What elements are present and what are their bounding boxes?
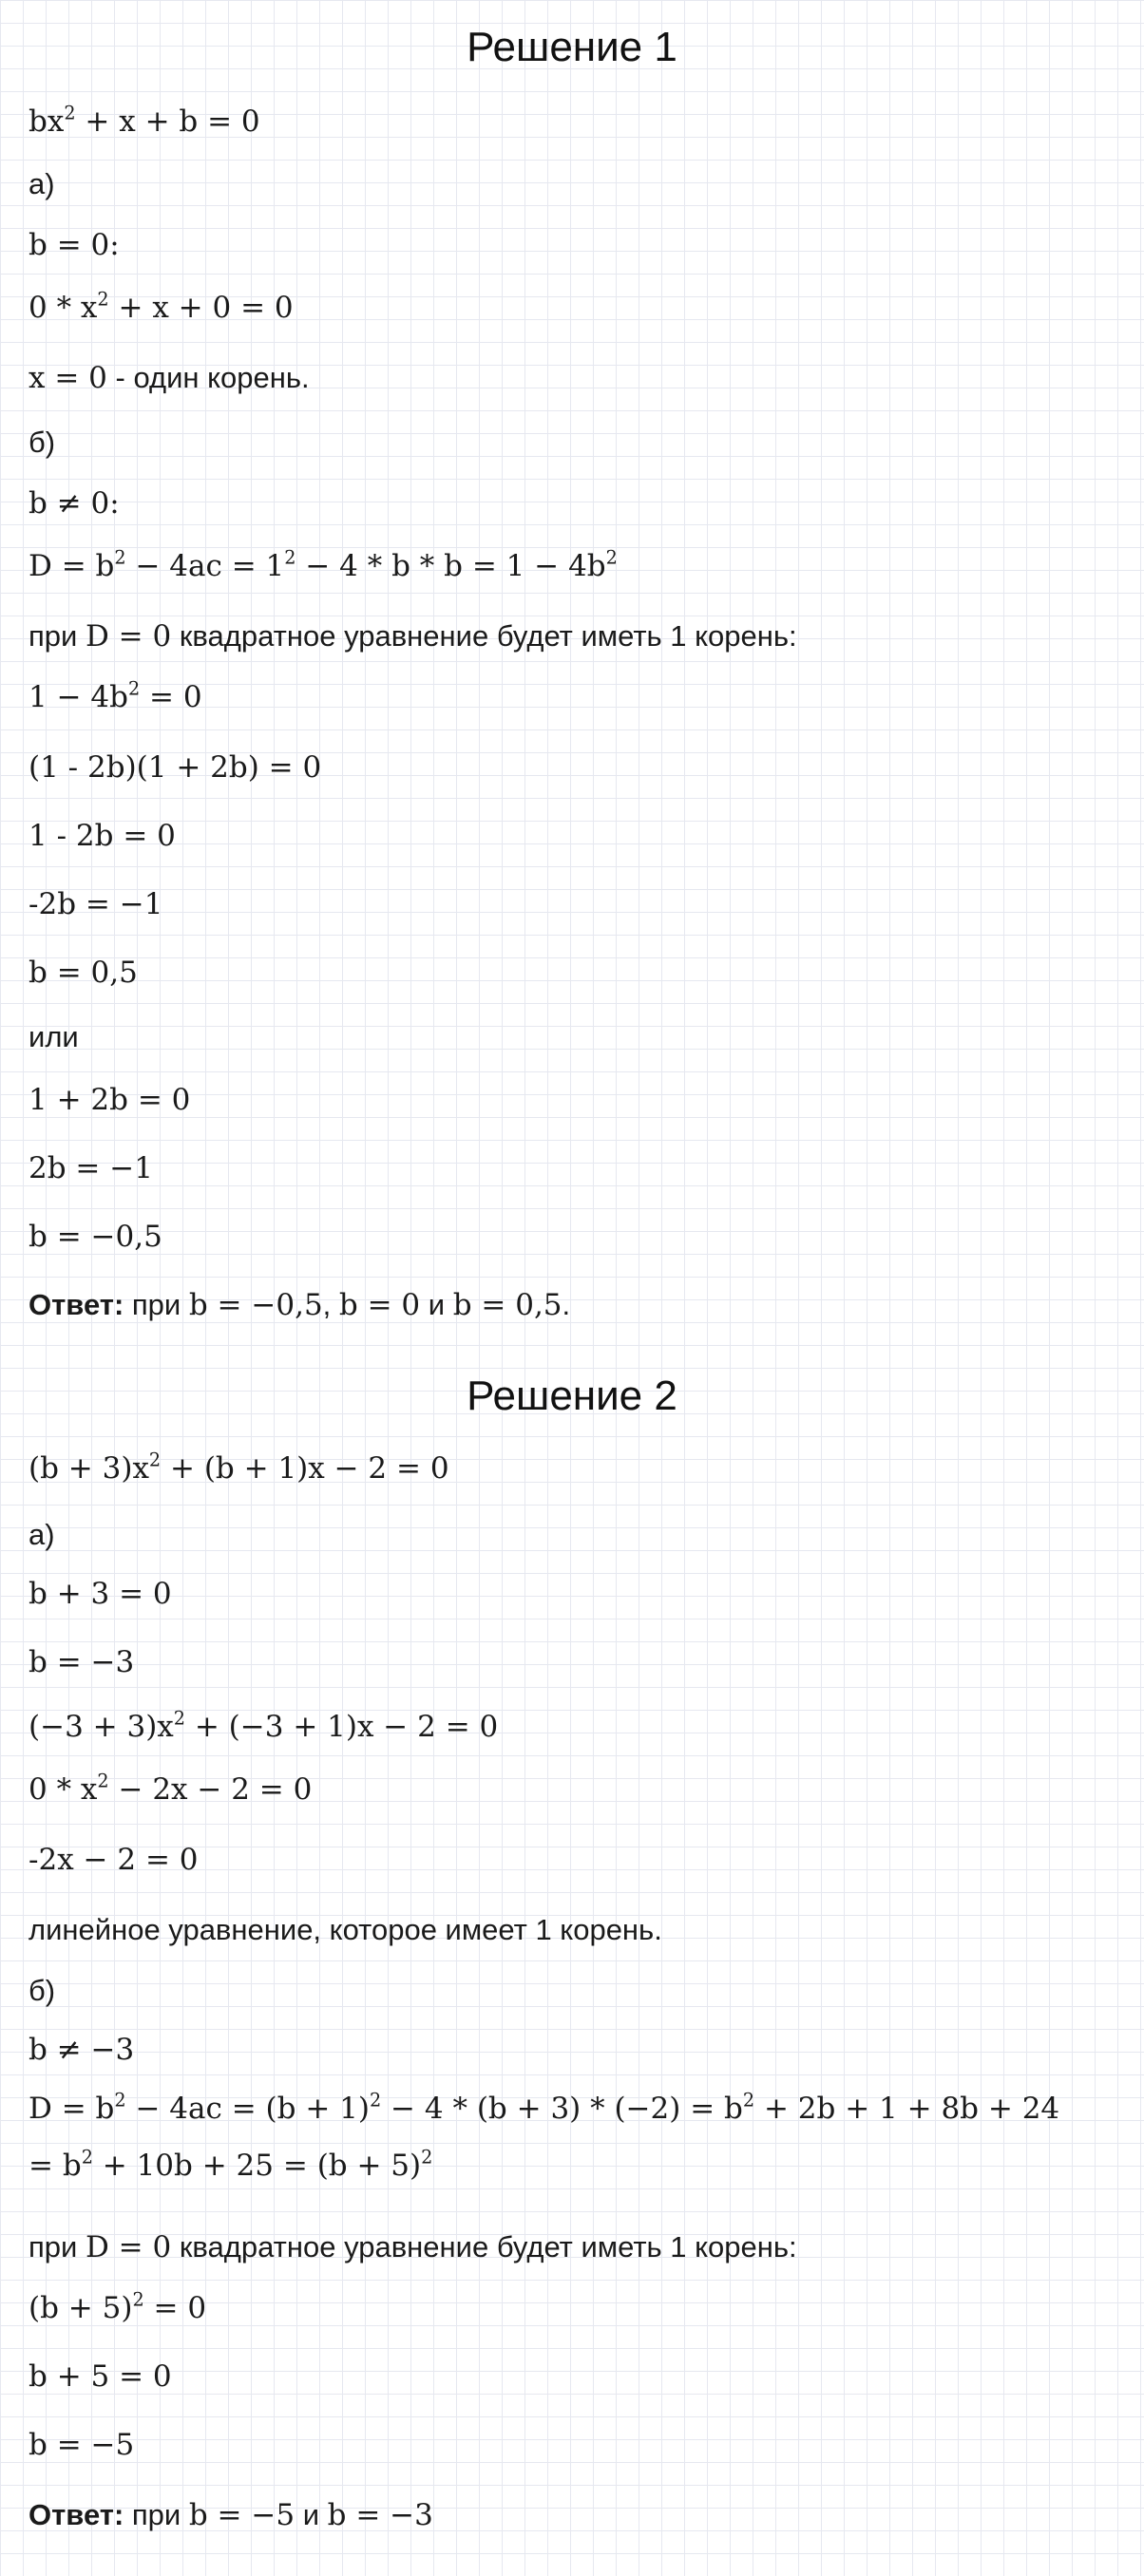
cond-math: D = 0: [85, 2230, 172, 2264]
step-5: b = 0,5: [29, 956, 138, 990]
linear-equation-text: линейное уравнение, которое имеет 1 корень.: [29, 1913, 662, 1946]
step-6: 1 + 2b = 0: [29, 1083, 191, 1117]
step-b3: b = −5: [29, 2428, 135, 2462]
answer-value-3: b = 0,5: [452, 1288, 562, 1322]
cond-suffix: квадратное уравнение будет иметь 1 корень:: [171, 619, 797, 653]
solution-1-title: Решение 1: [467, 24, 677, 70]
solution-1-equation: $bx^2 + x + b = 0$: [29, 102, 260, 139]
cond-suffix: квадратное уравнение будет иметь 1 корень:: [171, 2230, 797, 2263]
step-8: b = −0,5: [29, 1220, 162, 1254]
substitution-line: $0 * x^2 + x + 0 = 0$: [29, 288, 294, 325]
step-a5: -2x − 2 = 0: [29, 1843, 199, 1877]
part-b-label: б): [29, 1974, 56, 2007]
answer-prefix: при: [124, 1288, 189, 1321]
answer-prefix: при: [124, 2498, 189, 2531]
step-b2: b + 5 = 0: [29, 2359, 172, 2394]
part-a-label: а): [29, 167, 55, 200]
step-a2: b = −3: [29, 1645, 135, 1679]
step-b1: $(b + 5)^2 = 0$: [29, 2288, 207, 2325]
answer-end: .: [562, 1288, 571, 1321]
answer-label: Ответ:: [29, 2498, 124, 2531]
condition-b-nonzero: b ≠ 0:: [29, 486, 120, 521]
root-math: x = 0: [29, 361, 107, 395]
answer-value-1: b = −0,5: [188, 1288, 323, 1322]
step-a1: b + 3 = 0: [29, 1577, 172, 1611]
root-text: - один корень.: [106, 361, 310, 394]
step-3: 1 - 2b = 0: [29, 819, 176, 853]
answer-value-2: b = −3: [327, 2498, 433, 2532]
answer-label: Ответ:: [29, 1288, 124, 1321]
part-a-label: а): [29, 1518, 55, 1551]
answer-sep: и: [295, 2498, 328, 2531]
discriminant-condition: [29, 2226, 797, 2268]
answer-sep-1: ,: [322, 1288, 339, 1321]
step-a3: $(-3 + 3)x^2 + (-3 + 1)x - 2 = 0$: [29, 1707, 499, 1744]
step-4: -2b = −1: [29, 887, 163, 921]
step-7: 2b = −1: [29, 1151, 153, 1185]
discriminant-line-1: $D = b^2 - 4ac = (b + 1)^2 - 4 * (b + 3) * (-2) = b^2 + 2b + 1 + 8b + 24$: [29, 2089, 1060, 2126]
answer-sep-2: и: [420, 1288, 453, 1321]
or-label: или: [29, 1020, 79, 1053]
cond-math: D = 0: [85, 619, 172, 653]
answer-value-2: b = 0: [338, 1288, 421, 1322]
step-a4: $0 * x^2 - 2x - 2 = 0$: [29, 1770, 313, 1807]
step-1: $1 - 4b^2 = 0$: [29, 677, 202, 714]
answer-1: [29, 1284, 570, 1326]
discriminant-line-2: = $b^2 + 10b + 25 = (b + 5)^2$: [29, 2146, 433, 2183]
cond-prefix: при: [29, 2230, 86, 2263]
cond-prefix: при: [29, 619, 86, 653]
condition-b-zero: b = 0:: [29, 228, 120, 262]
condition-b-not-minus-3: b ≠ −3: [29, 2033, 135, 2067]
step-2: (1 - 2b)(1 + 2b) = 0: [29, 750, 322, 785]
solution-2-title: Решение 2: [467, 1373, 677, 1419]
answer-2: [29, 2494, 433, 2536]
discriminant-line: $D = b^2 - 4ac = 1^2 - 4 * b * b = 1 - 4b^2$: [29, 546, 618, 583]
solution-2-equation: $(b + 3)x^2 + (b + 1)x - 2 = 0$: [29, 1449, 449, 1486]
part-b-label: б): [29, 426, 56, 459]
answer-value-1: b = −5: [188, 2498, 296, 2532]
root-statement: [29, 357, 310, 399]
discriminant-condition: [29, 616, 797, 657]
